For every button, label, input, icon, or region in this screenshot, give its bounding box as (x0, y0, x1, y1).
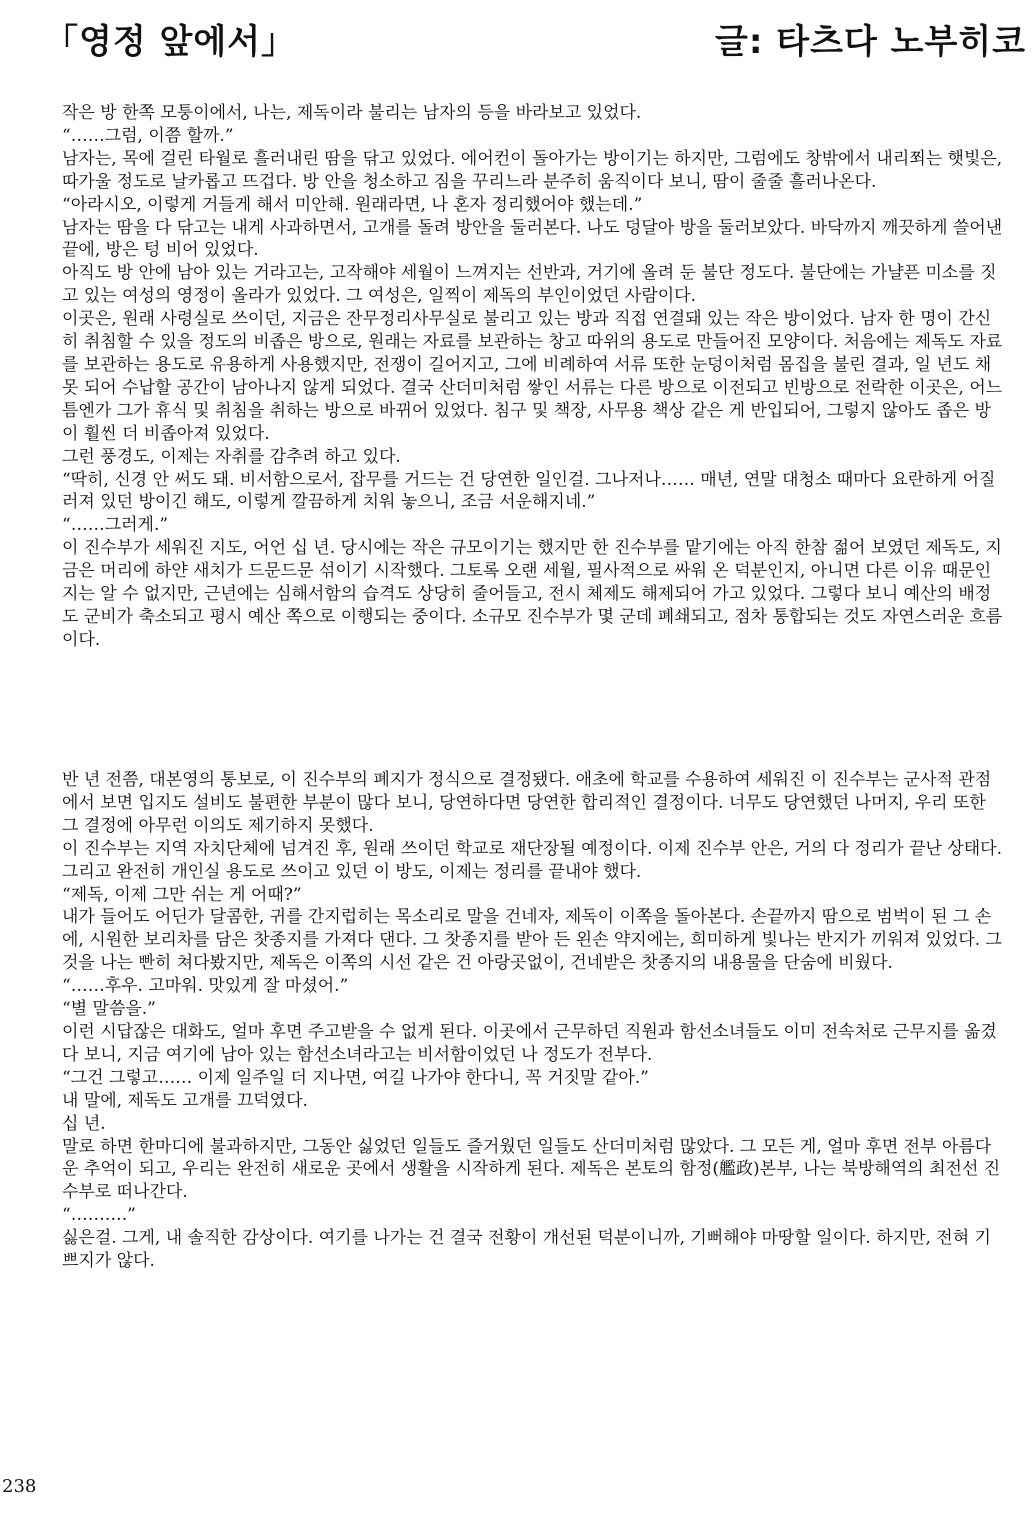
paragraph: 이 진수부가 세워진 지도, 어언 십 년. 당시에는 작은 규모이기는 했지만 한 진수부를 맡기에는 아직 한참 젊어 보였던 제독도, 지금은 머리에 하얀 새치가 드문드문 섞이기 시작했다. 그토록 오랜 세월, 필사적으로 싸워 온 덕분인지, 아니면 다른 이유 때문인지는 알 수 없지만, 근년에는 심해서함의 습격도 상당히 줄어들고, 전시 체제도 해제되어 가고 있었다. 그렇다 보니 예산의 배정도 군비가 축소되고 평시 예산 쪽으로 이행되는 중이다. 소규모 진수부가 몇 군데 폐쇄되고, 점차 통합되는 것도 자연스러운 흐름이다. (62, 538, 1003, 650)
paragraph: 그런 풍경도, 이제는 자취를 감추려 하고 있다. (62, 446, 401, 467)
paragraph: “딱히, 신경 안 써도 돼. 비서함으로서, 잡무를 거드는 건 당연한 일인걸. 그나저나…… 매년, 연말 대청소 때마다 요란하게 어질러져 있던 방이긴 해도, 이렇게 깔끔하게 치워 놓으니, 조금 서운해지네.” (62, 469, 996, 513)
text-section-1 (62, 102, 1007, 652)
paragraph: “그건 그렇고…… 이제 일주일 더 지나면, 여길 나가야 한다니, 꼭 거짓말 같아.” (62, 1067, 649, 1088)
paragraph: 싫은걸. 그게, 내 솔직한 감상이다. 여기를 나가는 건 결국 전황이 개선된 덕분이니까, 기뻐해야 마땅할 일이다. 하지만, 전혀 기쁘지가 않다. (62, 1228, 991, 1272)
page-number: 238 (2, 1476, 37, 1497)
paragraph: “……….” (62, 1205, 136, 1226)
text-section-2 (62, 769, 1007, 1273)
paragraph: 내가 들어도 어딘가 달콤한, 귀를 간지럽히는 목소리로 말을 건네자, 제독이 이쪽을 돌아본다. 손끝까지 땀으로 범벅이 된 그 손에, 시원한 보리차를 담은 찻종지를 가져다 댄다. 그 찻종지를 받아 든 왼손 약지에는, 희미하게 빛나는 반지가 끼워져 있었다. 그것을 나는 빤히 쳐다봤지만, 제독은 이쪽의 시선 같은 건 아랑곳없이, 건네받은 찻종지의 내용물을 단숨에 비웠다. (62, 907, 1002, 974)
paragraph: “별 말씀을.” (62, 999, 156, 1020)
paragraph: 이 진수부는 지역 자치단체에 넘겨진 후, 원래 쓰이던 학교로 재단장될 예정이다. 이제 진수부 안은, 거의 다 정리가 끝난 상태다. 그리고 완전히 개인실 용도로 쓰이고 있던 이 방도, 이제는 정리를 끝내야 했다. (62, 838, 1002, 882)
paragraph: 이곳은, 원래 사령실로 쓰이던, 지금은 잔무정리사무실로 불리고 있는 방과 직접 연결돼 있는 작은 방이었다. 남자 한 명이 간신히 취침할 수 있을 정도의 비좁은 방으로, 원래는 자료를 보관하는 창고 따위의 용도로 만들어진 모양이다. 처음에는 제독도 자료를 보관하는 용도로 유용하게 사용했지만, 전쟁이 길어지고, 그에 비례하여 서류 또한 눈덩이처럼 몸집을 불린 결과, 일 년도 채 못 되어 수납할 공간이 남아나지 않게 되었다. 결국 산더미처럼 쌓인 서류는 다른 방으로 이전되고 빈방으로 전락한 이곳은, 어느 틈엔가 그가 휴식 및 취침을 취하는 방으로 바뀌어 있었다. 침구 및 책장, 사무용 책상 같은 게 반입되어, 그렇지 않아도 좁은 방이 훨씬 더 비좁아져 있었다. (62, 309, 1003, 444)
paragraph: “……그럼, 이쯤 할까.” (62, 125, 234, 146)
author-credit: 글: 타츠다 노부히코 (715, 22, 1027, 62)
paragraph: “제독, 이제 그만 쉬는 게 어때?” (62, 884, 302, 905)
paragraph: 십 년. (62, 1113, 106, 1134)
paragraph: 이런 시답잖은 대화도, 얼마 후면 주고받을 수 없게 된다. 이곳에서 근무하던 직원과 함선소녀들도 이미 전속처로 근무지를 옮겼다 보니, 지금 여기에 남아 있는 함선소녀라고는 비서함이었던 나 정도가 전부다. (62, 1021, 997, 1065)
paragraph: “……후우. 고마워. 맛있게 잘 마셨어.” (62, 976, 349, 997)
story-title: 「영정 앞에서」 (44, 22, 297, 62)
paragraph: 아직도 방 안에 남아 있는 거라고는, 고작해야 세월이 느껴지는 선반과, 거기에 올려 둔 불단 정도다. 불단에는 가냘픈 미소를 짓고 있는 여성의 영정이 올라가 있었다. 그 여성은, 일찍이 제독의 부인이었던 사람이다. (62, 263, 997, 307)
paragraph: 작은 방 한쪽 모퉁이에서, 나는, 제독이라 불리는 남자의 등을 바라보고 있었다. (62, 103, 642, 123)
paragraph: 말로 하면 한마디에 불과하지만, 그동안 싫었던 일들도 즐거웠던 일들도 산더미처럼 많았다. 그 모든 게, 얼마 후면 전부 아름다운 추억이 되고, 우리는 완전히 새로운 곳에서 생활을 시작하게 된다. 제독은 본토의 함정(艦政)본부, 나는 북방해역의 최전선 진수부로 떠나간다. (62, 1136, 1001, 1203)
paragraph: 남자는 땀을 다 닦고는 내게 사과하면서, 고개를 돌려 방안을 둘러본다. 나도 덩달아 방을 둘러보았다. 바닥까지 깨끗하게 쓸어낸 끝에, 방은 텅 비어 있었다. (62, 217, 1003, 261)
paragraph: 반 년 전쯤, 대본영의 통보로, 이 진수부의 폐지가 정식으로 결정됐다. 애초에 학교를 수용하여 세워진 이 진수부는 군사적 관점에서 보면 입지도 설비도 불편한 부분이 많다 보니, 당연하다면 당연한 합리적인 결정이다. 너무도 당연했던 나머지, 우리 또한 그 결정에 아무런 이의도 제기하지 못했다. (62, 770, 992, 836)
paragraph: “아라시오, 이렇게 거들게 해서 미안해. 원래라면, 나 혼자 정리했어야 했는데.” (62, 194, 643, 215)
paragraph: “……그러게.” (62, 515, 169, 536)
paragraph: 내 말에, 제독도 고개를 끄덕였다. (62, 1090, 308, 1111)
paragraph: 남자는, 목에 걸린 타월로 흘러내린 땀을 닦고 있었다. 에어컨이 돌아가는 방이기는 하지만, 그럼에도 창밖에서 내리쬐는 햇빛은, 따가울 정도로 날카롭고 뜨겁다. 방 안을 청소하고 짐을 꾸리느라 분주히 움직이다 보니, 땀이 줄줄 흘러나온다. (62, 148, 1003, 192)
